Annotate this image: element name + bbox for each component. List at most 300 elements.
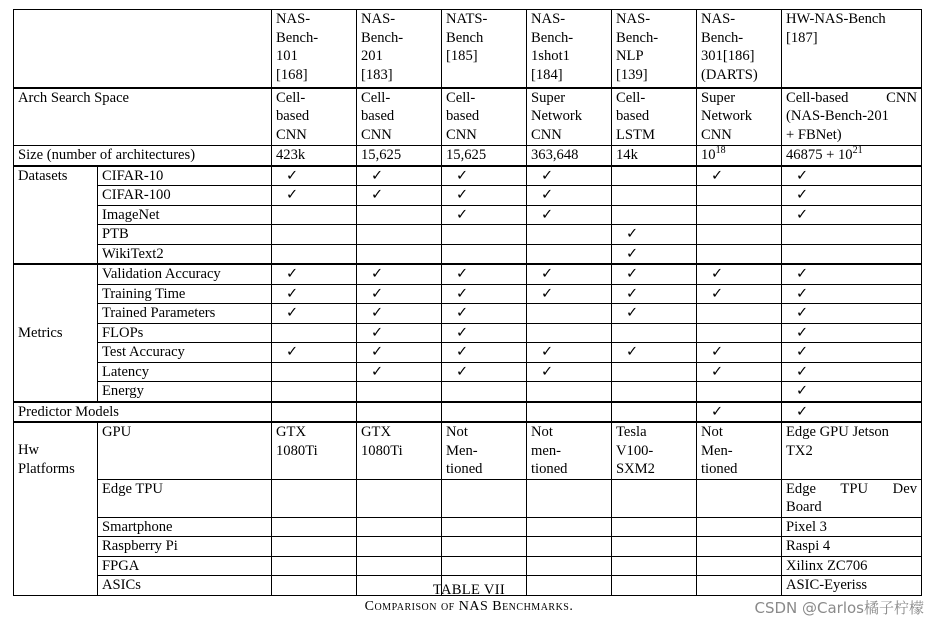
cell-line: Cell- [616,89,646,106]
group-label: Datasets [14,166,98,265]
check-mark-icon: ✓ [626,245,639,262]
cell-line: based [276,108,310,124]
check-cell [782,225,922,245]
check-mark-icon: ✓ [626,285,639,302]
check-mark-icon: ✓ [286,167,299,184]
table-number: TABLE VII [432,582,506,598]
cell-line: NAS- [276,11,311,27]
hw-cell [357,479,442,517]
check-cell [272,304,357,324]
size-value: 423k [276,147,306,163]
check-cell [612,323,697,343]
check-mark-icon: ✓ [371,187,384,203]
check-mark-icon: ✓ [796,363,809,380]
cell-line: Not [446,424,468,440]
cell-line: NAS- [531,11,566,27]
table-row [14,166,922,186]
cell-line: Bench- [361,29,404,46]
cell-line: Not [701,424,723,440]
check-mark-icon: ✓ [286,344,299,360]
cell-line: TX2 [786,442,813,459]
row-label: Test Accuracy [98,343,272,363]
check-cell [782,205,922,225]
check-mark-icon: ✓ [541,206,554,223]
arch-cell [527,88,612,146]
check-mark-icon: ✓ [541,266,554,282]
check-cell [357,264,442,284]
row-label: Energy [98,382,272,402]
cell-line: LSTM [616,126,655,143]
check-cell [442,166,527,186]
column-header [697,10,782,88]
check-cell [527,362,612,382]
column-header [782,10,922,88]
check-mark-icon: ✓ [626,344,639,360]
row-label: PTB [98,225,272,245]
size-value: 14k [616,147,638,163]
cell-line: [183] [361,66,393,83]
check-cell [357,323,442,343]
hw-cell [782,479,922,517]
column-header [272,10,357,88]
cell-line: NAS- [361,11,396,27]
row-label: CIFAR-10 [98,166,272,186]
check-mark-icon: ✓ [711,285,724,302]
cell-line: Network [531,108,583,124]
cell-line: Cell- [361,89,391,106]
check-cell [527,166,612,186]
check-cell [697,225,782,245]
check-mark-icon: ✓ [371,305,384,321]
cell-line: 1shot1 [531,48,570,64]
check-mark-icon: ✓ [371,285,384,302]
size-cell [612,146,697,166]
cell-line: [185] [446,48,478,64]
table-row [14,264,922,284]
check-cell [442,382,527,402]
check-cell [442,304,527,324]
check-cell [527,205,612,225]
row-label: WikiText2 [98,244,272,264]
check-mark-icon: ✓ [796,285,809,302]
check-cell [272,362,357,382]
cell-line: CNN [446,126,477,143]
check-cell [782,402,922,423]
table-row [14,146,922,166]
check-cell [357,382,442,402]
check-cell [442,244,527,264]
hw-cell [527,556,612,576]
cell-line: Bench- [276,29,319,46]
cell-line: NLP [616,48,644,64]
row-label: Training Time [98,284,272,304]
check-cell [782,304,922,324]
cell-line: Bench [446,29,484,46]
check-cell [442,186,527,206]
cell-line: Cell- [446,89,476,106]
check-cell [697,323,782,343]
cell-line: NAS- [616,11,651,27]
arch-cell [272,88,357,146]
check-mark-icon: ✓ [456,167,469,184]
size-cell [272,146,357,166]
check-mark-icon: ✓ [456,206,469,223]
check-mark-icon: ✓ [286,285,299,302]
check-mark-icon: ✓ [286,187,299,203]
cell-line: HW-NAS-Bench [786,11,886,27]
check-mark-icon: ✓ [541,285,554,302]
cell-line: GTX [276,424,306,440]
table-caption: Comparison of NAS Benchmarks. [364,599,574,614]
check-cell [782,323,922,343]
check-cell [272,284,357,304]
row-label: ImageNet [98,205,272,225]
check-cell [442,205,527,225]
table-row [14,537,922,557]
check-cell [697,382,782,402]
header-corner-cell [14,10,272,88]
check-cell [272,205,357,225]
check-cell [357,304,442,324]
hw-cell [527,517,612,537]
check-mark-icon: ✓ [456,344,469,360]
check-cell [782,382,922,402]
hw-cell [442,479,527,517]
hw-cell [272,537,357,557]
cell-line: Pixel 3 [786,518,827,535]
check-cell [782,362,922,382]
check-mark-icon: ✓ [796,305,809,321]
row-label: GPU [98,422,272,479]
arch-label: Arch Search Space [14,88,272,146]
hw-cell [442,422,527,479]
watermark: CSDN @Carlos橘子柠檬 [754,599,924,617]
table-row [14,402,922,423]
check-cell [442,225,527,245]
cell-line: + FBNet) [786,126,842,143]
cell-line: CNN [701,126,732,143]
hw-cell [697,537,782,557]
cell-line: [139] [616,66,648,83]
hw-cell [697,422,782,479]
row-label: Trained Parameters [98,304,272,324]
size-value: 10 [701,147,716,163]
cell-line: 301[186] [701,48,755,64]
cell-line: 1080Ti [361,442,403,459]
table-row [14,343,922,363]
cell-line: SXM2 [616,461,655,477]
check-cell [272,382,357,402]
hw-cell [442,537,527,557]
check-mark-icon: ✓ [796,266,809,282]
check-cell [782,264,922,284]
check-cell [272,402,357,423]
hw-cell [357,556,442,576]
check-cell [272,225,357,245]
row-label: Smartphone [98,517,272,537]
check-cell [697,186,782,206]
check-cell [442,323,527,343]
check-mark-icon: ✓ [541,167,554,184]
hw-cell [612,517,697,537]
check-cell [782,166,922,186]
hw-cell [697,479,782,517]
check-cell [612,402,697,423]
check-mark-icon: ✓ [796,187,809,203]
row-label: FLOPs [98,323,272,343]
check-mark-icon: ✓ [711,344,724,360]
check-cell [527,284,612,304]
check-mark-icon: ✓ [371,167,384,184]
size-label: Size (number of architectures) [14,146,272,166]
group-label: Metrics [14,264,98,402]
cell-line: Not [531,424,553,440]
check-cell [527,304,612,324]
cell-line: Network [701,108,753,124]
hw-cell [527,422,612,479]
cell-line: 201 [361,48,383,64]
check-mark-icon: ✓ [626,266,639,282]
hw-cell [612,537,697,557]
cell-line: Hw [18,442,40,458]
cell-line: tioned [701,461,738,477]
check-cell [697,402,782,423]
cell-line: based [616,108,650,124]
arch-cell [357,88,442,146]
check-cell [697,244,782,264]
check-cell [527,244,612,264]
hw-cell [442,517,527,537]
cell-line: V100- [616,442,654,459]
hw-group-label [14,422,98,595]
cell-line: (NAS-Bench-201 [786,108,889,124]
cell-line: [187] [786,29,818,46]
check-cell [527,186,612,206]
cell-line: Bench- [701,29,744,46]
cell-line: [168] [276,66,308,83]
table-row [14,362,922,382]
arch-cell [442,88,527,146]
table-row [14,479,922,517]
check-cell [612,186,697,206]
size-exponent: 21 [852,145,863,157]
check-mark-icon: ✓ [796,383,809,399]
check-cell [612,382,697,402]
cell-line: Cell-based CNN [786,89,917,106]
cell-line: Bench- [616,29,659,46]
check-mark-icon: ✓ [286,266,299,282]
check-mark-icon: ✓ [456,285,469,302]
table-row [14,556,922,576]
cell-line: CNN [276,126,307,143]
table-row [14,225,922,245]
row-label: Latency [98,362,272,382]
check-cell [612,284,697,304]
check-cell [272,323,357,343]
cell-line: NATS- [446,11,488,27]
hw-cell [272,422,357,479]
cell-line: GTX [361,424,391,440]
check-cell [357,362,442,382]
cell-line: Xilinx ZC706 [786,557,868,574]
check-mark-icon: ✓ [456,187,469,203]
check-mark-icon: ✓ [456,266,469,282]
check-mark-icon: ✓ [456,363,469,380]
arch-cell [612,88,697,146]
table-row [14,304,922,324]
check-cell [697,205,782,225]
check-mark-icon: ✓ [286,305,299,321]
check-cell [442,362,527,382]
check-mark-icon: ✓ [796,344,809,360]
hw-cell [782,537,922,557]
hw-cell [612,422,697,479]
cell-line: based [361,108,395,124]
hw-cell [527,537,612,557]
check-cell [612,343,697,363]
check-cell [782,343,922,363]
table-row [14,88,922,146]
check-cell [357,244,442,264]
column-header [357,10,442,88]
check-cell [612,205,697,225]
size-cell [527,146,612,166]
check-cell [782,244,922,264]
cell-line: Board [786,499,822,515]
hw-cell [782,517,922,537]
check-cell [782,186,922,206]
cell-line: Raspi 4 [786,538,831,554]
hw-cell [697,556,782,576]
check-cell [612,304,697,324]
check-cell [272,264,357,284]
benchmark-table [13,9,922,596]
size-value: 15,625 [361,147,402,163]
row-label: FPGA [98,556,272,576]
check-mark-icon: ✓ [711,403,724,420]
size-cell [357,146,442,166]
check-mark-icon: ✓ [456,305,469,321]
hw-cell [782,422,922,479]
cell-line: Edge TPU Dev [786,480,917,497]
hw-cell [442,556,527,576]
table-body [14,10,922,596]
cell-line: 101 [276,48,298,64]
check-mark-icon: ✓ [711,363,724,380]
cell-line: Platforms [18,460,75,477]
size-cell [697,146,782,166]
check-cell [357,402,442,423]
check-cell [442,264,527,284]
cell-line: Super [701,89,736,106]
table-row [14,323,922,343]
cell-line: men- [531,442,561,459]
check-cell [357,166,442,186]
check-mark-icon: ✓ [796,206,809,223]
hw-cell [272,479,357,517]
check-mark-icon: ✓ [541,363,554,380]
size-exponent: 18 [715,145,726,157]
table-row [14,517,922,537]
hw-cell [612,479,697,517]
table-row [14,186,922,206]
check-cell [527,402,612,423]
check-mark-icon: ✓ [541,344,554,360]
check-cell [357,343,442,363]
check-cell [272,186,357,206]
cell-line: Bench- [531,29,574,46]
check-cell [612,362,697,382]
check-cell [697,304,782,324]
check-cell [697,284,782,304]
table-row [14,205,922,225]
table-row [14,422,922,479]
hw-cell [697,517,782,537]
cell-line: Tesla [616,424,647,440]
check-cell [357,225,442,245]
cell-line: CNN [361,126,392,143]
check-cell [527,343,612,363]
size-cell [442,146,527,166]
check-mark-icon: ✓ [796,167,809,184]
check-cell [612,244,697,264]
check-cell [357,284,442,304]
table-row [14,382,922,402]
check-cell [527,264,612,284]
check-cell [442,343,527,363]
check-cell [272,166,357,186]
column-header [612,10,697,88]
cell-line: based [446,108,480,124]
cell-line: Men- [701,442,733,459]
table-row [14,244,922,264]
check-mark-icon: ✓ [371,324,384,341]
check-mark-icon: ✓ [626,226,639,242]
cell-line: NAS- [701,11,736,27]
cell-line: 1080Ti [276,442,318,459]
check-mark-icon: ✓ [456,324,469,341]
cell-line: (DARTS) [701,66,758,83]
check-cell [612,166,697,186]
check-mark-icon: ✓ [796,324,809,341]
check-cell [527,225,612,245]
cell-line: Men- [446,442,478,459]
cell-line: tioned [531,461,568,477]
arch-cell [697,88,782,146]
arch-cell [782,88,922,146]
row-label: Edge TPU [98,479,272,517]
check-cell [272,244,357,264]
check-mark-icon: ✓ [371,344,384,360]
cell-line: [184] [531,66,563,83]
size-value: 15,625 [446,147,487,163]
cell-line: tioned [446,461,483,477]
hw-cell [527,479,612,517]
check-cell [782,284,922,304]
table-row [14,284,922,304]
row-label: Raspberry Pi [98,537,272,557]
hw-cell [272,517,357,537]
column-header [442,10,527,88]
table-row [14,10,922,88]
hw-cell [612,556,697,576]
cell-line: Cell- [276,89,306,106]
check-cell [697,343,782,363]
cell-line: ASIC-Eyeriss [786,577,868,593]
check-mark-icon: ✓ [371,266,384,282]
hw-cell [357,537,442,557]
check-cell [527,382,612,402]
